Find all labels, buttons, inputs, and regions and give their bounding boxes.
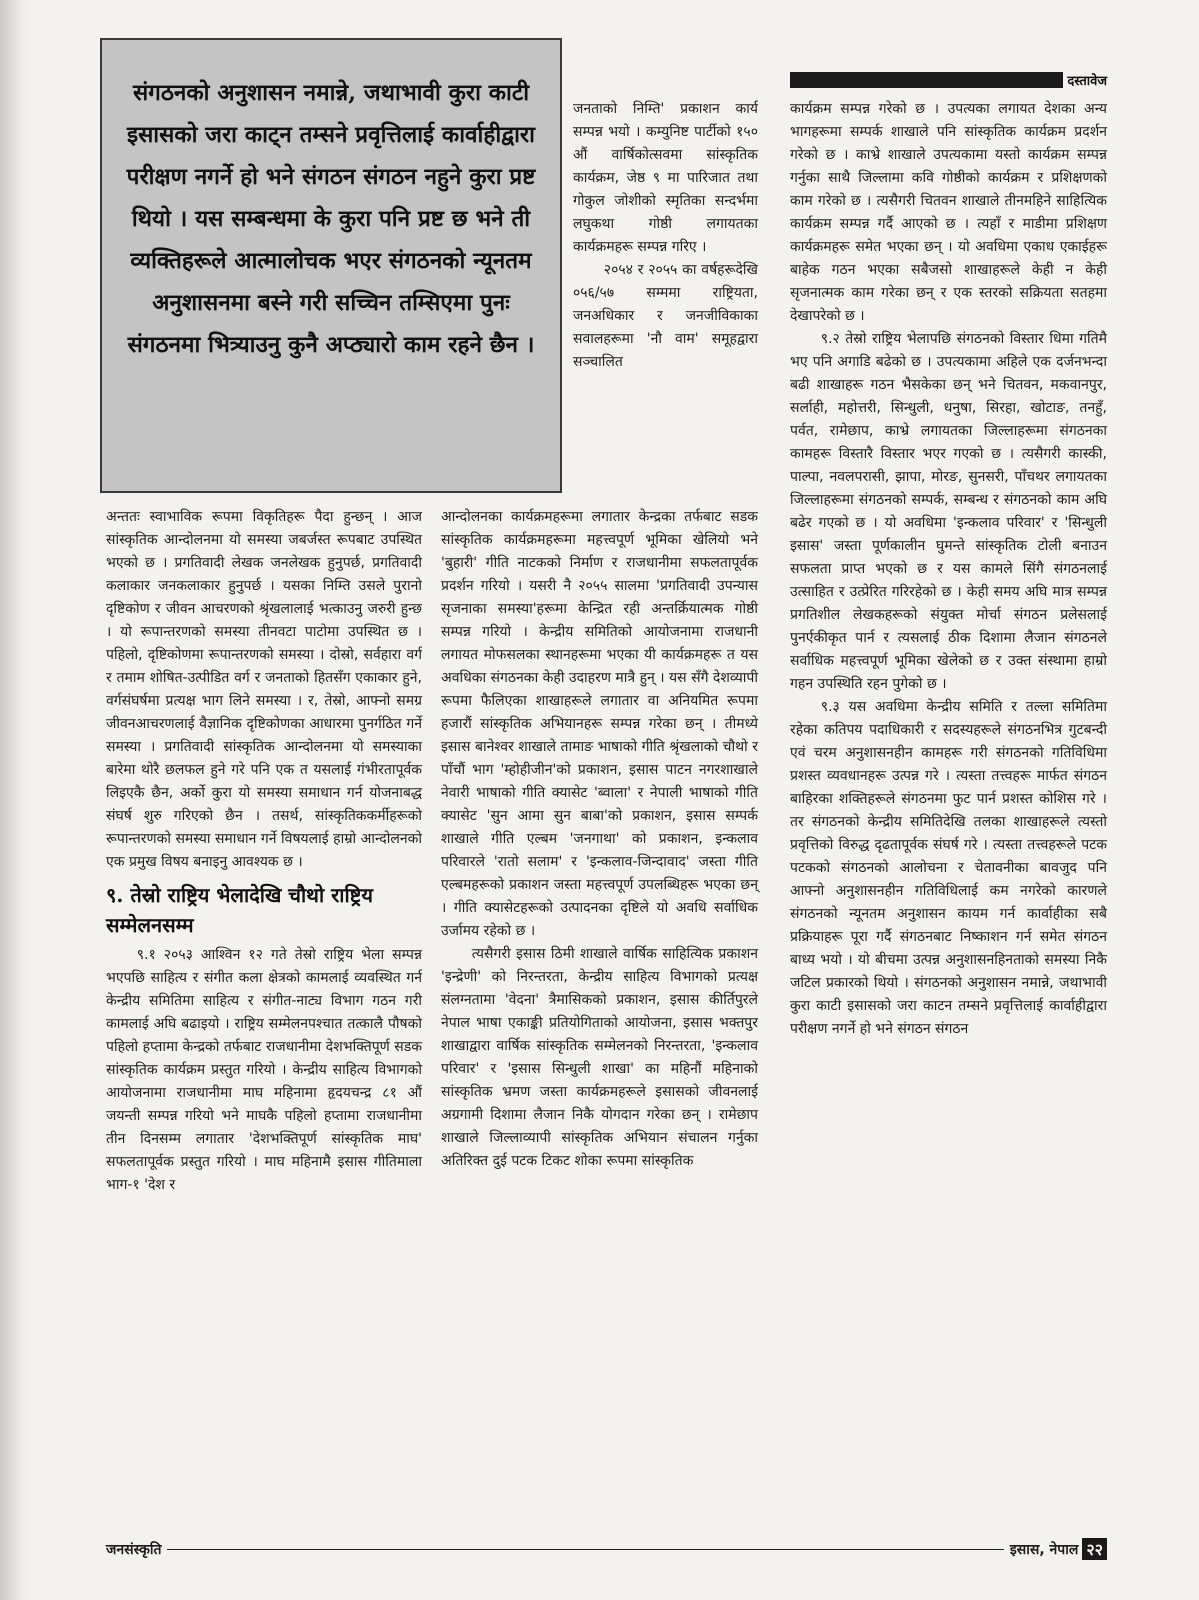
paragraph: आन्दोलनका कार्यक्रमहरूमा लगातार केन्द्रका तर्फबाट सडक सांस्कृतिक कार्यक्रमहरूमा महत्त्वपूर्ण भूमिका खेलियो भने 'बुहारी' गीति नाटकको निर्माण र राजधानीमा सफलतापूर्वक प्रदर्शन गरियो । यसरी नै २०५५ सालमा 'प्रगतिवादी उपन्यास सृजनाका समस्या'हरूमा केन्द्रित रही अन्तर्क्रियात्मक गोष्ठी सम्पन्न गरियो । केन्द्रीय समितिको आयोजनामा राजधानी लगायत मोफसलका स्थानहरूमा भएका यी कार्यक्रमहरू त यस अवधिका संगठनका केही उदाहरण मात्रै हुन् । यस सँगै देशव्यापी रूपमा फैलिएका शाखाहरूले लगातार वा अनियमित रूपमा हजारौं सांस्कृतिक अभियानहरू सम्पन्न गरेका छन् । तीमध्ये इसास बानेश्वर शाखाले तामाङ भाषाको गीति श्रृंखलाको चौथो र पाँचौं भाग 'म्होहीजीन'को प्रकाशन, इसास पाटन नगरशाखाले नेवारी भाषाको गीति क्यासेट 'ब्वाला' र नेपाली भाषाको गीति क्यासेट 'सुन आमा सुन बाबा'को प्रकाशन, इसास सम्पर्क शाखाले गीति एल्बम 'जनगाथा' को प्रकाशन, इन्कलाव परिवारले 'रातो सलाम' र 'इन्कलाव-जिन्दावाद' जस्ता गीति एल्बमहरूको प्रकाशन जस्ता महत्त्वपूर्ण उपलब्धिहरू भएका छन् । गीति क्यासेटहरूको उत्पादनका दृष्टिले यो अवधि सर्वाधिक उर्जामय रहेको छ ।: [441, 509, 758, 939]
page-number: २२: [1082, 1538, 1107, 1560]
paragraph: त्यसैगरी इसास ठिमी शाखाले वार्षिक साहित्यिक प्रकाशन 'इन्द्रेणी' को निरन्तरता, केन्द्रीय साहित्य विभागको प्रत्यक्ष संलग्नतामा 'वेदना' त्रैमासिकको प्रकाशन, इसास कीर्तिपुरले नेपाल भाषा एकाङ्की प्रतियोगिताको आयोजना, इसास भक्तपुर शाखाद्वारा वार्षिक सांस्कृतिक सम्मेलनको निरन्तरता, 'इन्कलाव परिवार' र 'इसास सिन्धुली शाखा' का महिनौं महिनाको सांस्कृतिक भ्रमण जस्ता कार्यक्रमहरूले इसासको जीवनलाई अग्रगामी दिशामा लैजान निकै योगदान गरेका छन् । रामेछाप शाखाले जिल्लाव्यापी सांस्कृतिक अभियान संचालन गर्नुका अतिरिक्त दुई पटक टिकट शोका रूपमा सांस्कृतिक: [441, 946, 758, 1169]
section-tag: दस्तावेज: [1067, 74, 1107, 89]
page-footer: [106, 1537, 1107, 1561]
footer-publisher: इसास, नेपाल: [1009, 1541, 1079, 1558]
column-middle-top: [573, 98, 758, 374]
section-header-bar: [790, 72, 1063, 88]
paragraph: कार्यक्रम सम्पन्न गरेको छ । उपत्यका लगायत देशका अन्य भागहरूमा सम्पर्क शाखाले पनि सांस्कृतिक कार्यक्रम प्रदर्शन गरेको छ । काभ्रे शाखाले उपत्यकामा यस्तो कार्यक्रम सम्पन्न गर्नुका साथै जिल्लामा कवि गोष्ठीको कार्यक्रम र प्रशिक्षणको काम गरेको छ । त्यसैगरी चितवन शाखाले तीनमहिने साहित्यिक कार्यक्रम सम्पन्न गर्दै आएको छ । त्यहाँ र माडीमा प्रशिक्षण कार्यक्रमहरू समेत भएका छन् । यो अवधिमा एकाध एकाईहरू बाहेक गठन भएका सबैजसो शाखाहरूले केही न केही सृजनात्मक काम गरेका छन् र एक स्तरको सक्रियता सतहमा देखापरेको छ ।: [790, 101, 1107, 324]
column-middle: [441, 506, 758, 1173]
column-right: [790, 98, 1107, 1041]
section-header: [790, 71, 1107, 89]
paragraph: ९.३ यस अवधिमा केन्द्रीय समिति र तल्ला समितिमा रहेका कतिपय पदाधिकारी र सदस्यहरूले संगठनभित्र गुटबन्दी एवं चरम अनुशासनहीन कामहरू गरी संगठनको गतिविधिमा प्रशस्त व्यवधानहरू उत्पन्न गरे । त्यस्ता तत्त्वहरू मार्फत संगठन बाहिरका शक्तिहरूले संगठनमा फुट पार्न प्रशस्त कोशिस गरे । तर संगठनको केन्द्रीय समितिदेखि तलका शाखाहरूले त्यस्तो प्रवृत्तिको विरुद्ध दृढतापूर्वक संघर्ष गरे । त्यस्ता तत्त्वहरूले पटक पटकको संगठनको आलोचना र चेतावनीका बावजुद पनि आफ्नो अनुशासनहीन गतिविधिलाई कम नगरेको कारणले संगठनको न्यूनतम अनुशासन कायम गर्न कार्वाहीका सबै प्रक्रियाहरू पूरा गर्दै संगठनबाट निष्काशन गर्न समेत संगठन बाध्य भयो । यो बीचमा उत्पन्न अनुशासनहिनताको समस्या निकै जटिल प्रकारको थियो । संगठनको अनुशासन नमान्ने, जथाभावी कुरा काटी इसासको जरा काटन तम्सने प्रवृत्तिलाई कार्वाहीद्वारा परीक्षण नगर्ने हो भने संगठन संगठन: [790, 699, 1107, 1037]
page-binding-shadow: [0, 0, 30, 1600]
section-heading: ९. तेस्रो राष्ट्रिय भेलादेखि चौथो राष्ट्रिय सम्मेलनसम्म: [106, 883, 373, 937]
pullquote-text: संगठनको अनुशासन नमान्ने, जथाभावी कुरा काटी इसासको जरा काट्न तम्सने प्रवृत्तिलाई कार्वाहीद्वारा परीक्षण नगर्ने हो भने संगठन संगठन नहुने कुरा प्रष्ट थियो । यस सम्बन्धमा के कुरा पनि प्रष्ट छ भने ती व्यक्तिहरूले आत्मालोचक भएर संगठनको न्यूनतम अनुशासनमा बस्ने गरी सच्चिन तम्सिएमा पुनः संगठनमा भित्र्याउनु कुनै अप्ठ्यारो काम रहने छैन ।: [126, 80, 536, 358]
footer-rule: [167, 1549, 1003, 1550]
paragraph: ९.१ २०५३ आश्विन १२ गते तेस्रो राष्ट्रिय भेला सम्पन्न भएपछि साहित्य र संगीत कला क्षेत्रको कामलाई व्यवस्थित गर्न केन्द्रीय समितिमा साहित्य र संगीत-नाट्य विभाग गठन गरी कामलाई अघि बढाइयो । राष्ट्रिय सम्मेलनपश्चात तत्कालै पौषको पहिलो हप्तामा केन्द्रको तर्फबाट राजधानीमा देशभक्तिपूर्ण सडक सांस्कृतिक कार्यक्रम प्रस्तुत गरियो । केन्द्रीय साहित्य विभागको आयोजनामा राजधानीमा माघ महिनामा हृदयचन्द्र ८१ औं जयन्ती सम्पन्न गरियो भने माघकै पहिलो हप्तामा राजधानीमा तीन दिनसम्म लगातार 'देशभक्तिपूर्ण सांस्कृतिक माघ' सफलतापूर्वक प्रस्तुत गरियो । माघ महिनामै इसास गीतिमाला भाग-१ 'देश र: [106, 947, 422, 1193]
pullquote-box: [100, 38, 562, 493]
paragraph: अन्ततः स्वाभाविक रूपमा विकृतिहरू पैदा हुन्छन् । आज सांस्कृतिक आन्दोलनमा यो समस्या जबर्जस्त रूपबाट उपस्थित भएको छ । प्रगतिवादी लेखक जनलेखक हुनुपर्छ, प्रगतिवादी कलाकार जनकलाकार हुनुपर्छ । यसका निम्ति उसले पुरानो दृष्टिकोण र जीवन आचरणको श्रृंखलालाई भत्काउनु जरुरी हुन्छ । यो रूपान्तरणको समस्या तीनवटा पाटोमा उपस्थित छ । पहिलो, दृष्टिकोणमा रूपान्तरणको समस्या । दोस्रो, सर्वहारा वर्ग र तमाम शोषित-उत्पीडित वर्ग र जनताको हितसँग एकाकार हुने, वर्गसंघर्षमा प्रत्यक्ष भाग लिने समस्या । र, तेस्रो, आफ्नो समग्र जीवनआचरणलाई वैज्ञानिक दृष्टिकोणका आधारमा पुनर्गठित गर्ने समस्या । प्रगतिवादी सांस्कृतिक आन्दोलनमा यो समस्याका बारेमा थोरै छलफल हुने गरे पनि एक त यसलाई गंभीरतापूर्वक लिइएकै छैन, अर्को कुरा यो समस्या समाधान गर्न योजनाबद्ध संघर्ष शुरु गरिएको छैन । तसर्थ, सांस्कृतिककर्मीहरूको रूपान्तरणको समस्या समाधान गर्ने विषयलाई हाम्रो आन्दोलनको एक प्रमुख विषय बनाइनु आवश्यक छ ।: [106, 509, 422, 870]
paragraph: २०५४ र २०५५ का वर्षहरूदेखि ०५६/५७ सम्ममा राष्ट्रियता, जनअधिकार र जनजीविकाका सवालहरूमा 'नौ वाम' समूहद्वारा सञ्चालित: [573, 262, 758, 370]
footer-magazine-name: जनसंस्कृति: [106, 1541, 162, 1558]
column-left: [106, 506, 422, 1197]
paragraph: जनताको निम्ति' प्रकाशन कार्य सम्पन्न भयो । कम्युनिष्ट पार्टीको १५० औं वार्षिकोत्सवमा सांस्कृतिक कार्यक्रम, जेष्ठ ९ मा पारिजात तथा गोकुल जोशीको स्मृतिका सन्दर्भमा लघुकथा गोष्ठी लगायतका कार्यक्रमहरू सम्पन्न गरिए ।: [573, 101, 758, 255]
paragraph: ९.२ तेस्रो राष्ट्रिय भेलापछि संगठनको विस्तार धिमा गतिमै भए पनि अगाडि बढेको छ । उपत्यकामा अहिले एक दर्जनभन्दा बढी शाखाहरू गठन भैसकेका छन् भने चितवन, मकवानपुर, सर्लाही, महोत्तरी, सिन्धुली, धनुषा, सिरहा, खोटाङ, तनहुँ, पर्वत, रामेछाप, काभ्रे लगायतका जिल्लाहरूमा संगठनका कामहरू विस्तारै विस्तार भएर गएको छ । त्यसैगरी कास्की, पाल्पा, नवलपरासी, झापा, मोरङ, सुनसरी, पाँचथर लगायतका जिल्लाहरूमा संगठनको सम्पर्क, सम्बन्ध र संगठनको काम अघि बढेर गएको छ । यो अवधिमा 'इन्कलाव परिवार' र 'सिन्धुली इसास' जस्ता पूर्णकालीन घुमन्ते सांस्कृतिक टोली बनाउन सफलता प्राप्त भएको छ र यस कामले सिंगै संगठनलाई उत्साहित र उत्प्रेरित गरिरहेको छ । केही समय अघि मात्र सम्पन्न प्रगतिशील लेखकहरूको संयुक्त मोर्चा संगठन प्रलेसलाई पुनर्एकीकृत पार्न र त्यसलाई ठीक दिशामा लैजान संगठनले सर्वाधिक महत्त्वपूर्ण भूमिका खेलेको छ र उक्त संस्थामा हाम्रो गहन उपस्थिति रहन पुगेको छ ।: [790, 331, 1107, 692]
